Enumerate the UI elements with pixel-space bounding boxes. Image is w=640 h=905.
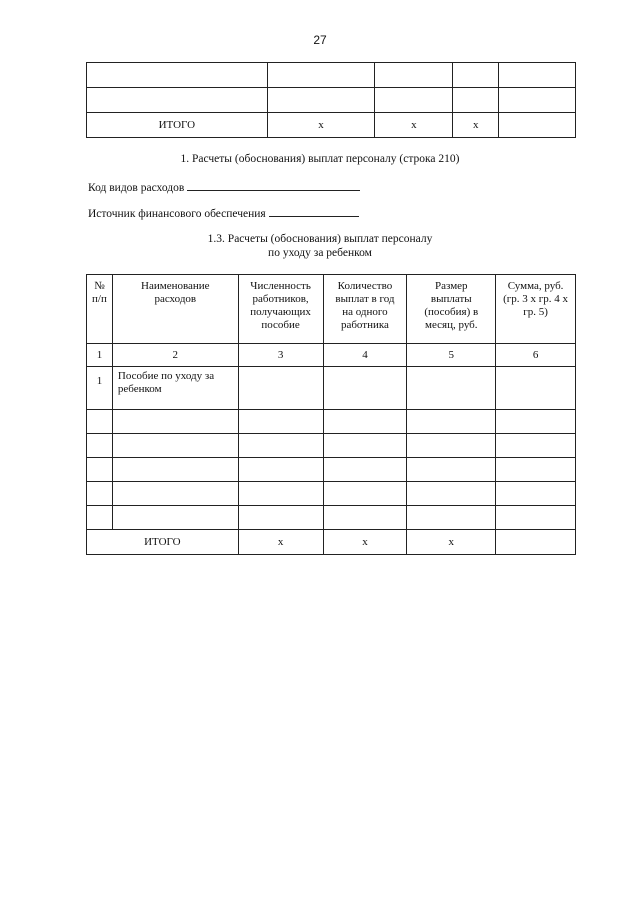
expense-code-label: Код видов расходов: [88, 182, 185, 194]
total-row: [87, 530, 576, 555]
page-number: 27: [313, 33, 327, 47]
column-header: Количество выплат в год на одного работника: [323, 275, 407, 344]
header-row: [87, 275, 576, 344]
expense-code-field: [88, 180, 360, 194]
column-header: № п/п: [87, 275, 113, 344]
funding-source-field: [88, 206, 359, 220]
expense-name: Пособие по уходу за ребенком: [112, 367, 238, 410]
column-number: 4: [323, 344, 407, 367]
column-number-row: [87, 344, 576, 367]
funding-source-blank: [269, 206, 359, 217]
column-number: 3: [238, 344, 323, 367]
total-label: ИТОГО: [87, 113, 268, 138]
total-row: [87, 113, 576, 138]
x-mark: х: [407, 530, 496, 555]
table-row: [87, 434, 576, 458]
x-mark: х: [453, 113, 499, 138]
total-label: ИТОГО: [87, 530, 239, 555]
funding-source-label: Источник финансового обеспечения: [88, 208, 266, 220]
table-row: [87, 458, 576, 482]
column-header: Размер выплаты (пособия) в месяц, руб.: [407, 275, 496, 344]
x-mark: х: [323, 530, 407, 555]
section-1-heading: 1. Расчеты (обоснования) выплат персоналу (строка 210): [180, 153, 460, 165]
section-1-3-subheading: по уходу за ребенком: [268, 247, 372, 259]
table-row: [87, 88, 576, 113]
table-row: [87, 410, 576, 434]
top-table: [86, 62, 576, 138]
x-mark: х: [375, 113, 453, 138]
expense-code-blank: [187, 180, 360, 191]
table-row: [87, 482, 576, 506]
x-mark: х: [238, 530, 323, 555]
column-number: 2: [112, 344, 238, 367]
x-mark: х: [267, 113, 375, 138]
column-header: Сумма, руб. (гр. 3 х гр. 4 х гр. 5): [496, 275, 576, 344]
column-number: 5: [407, 344, 496, 367]
column-header: Численность работников, получающих пособие: [238, 275, 323, 344]
table-row: [87, 506, 576, 530]
column-number: 1: [87, 344, 113, 367]
table-row: [87, 63, 576, 88]
column-header: Наименование расходов: [112, 275, 238, 344]
column-number: 6: [496, 344, 576, 367]
row-number: 1: [87, 367, 113, 410]
table-row: [87, 367, 576, 410]
section-1-3-heading: 1.3. Расчеты (обоснования) выплат персоналу: [207, 233, 433, 245]
childcare-payments-table: [86, 274, 576, 555]
